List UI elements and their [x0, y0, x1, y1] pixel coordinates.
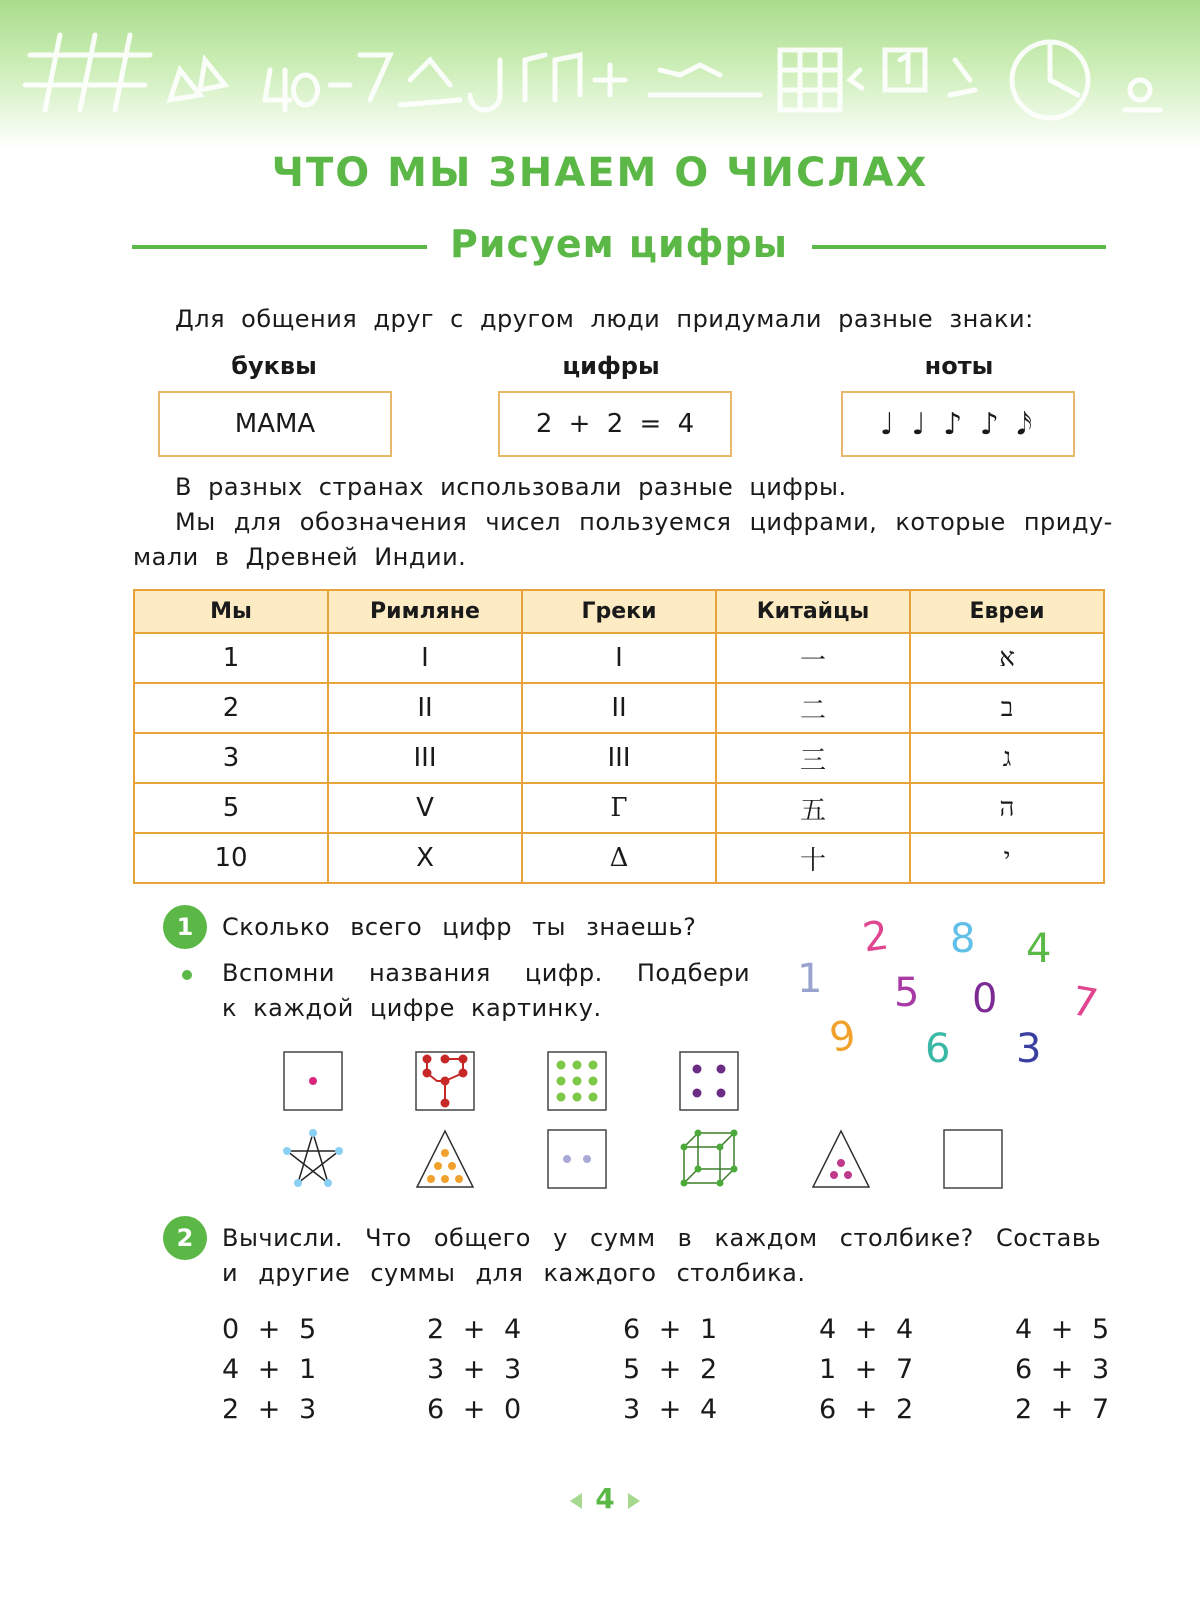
sum-item: 3 + 4 — [623, 1394, 718, 1425]
page-subtitle: Рисуем цифры — [450, 222, 788, 266]
scattered-digit: 8 — [950, 916, 976, 962]
scattered-digit: 7 — [1068, 978, 1102, 1028]
table-header-cell: Китайцы — [716, 590, 910, 633]
subtitle-row — [132, 218, 1106, 274]
table-row — [134, 633, 1104, 683]
table-cell: III — [328, 733, 522, 783]
empty-square-icon[interactable] — [943, 1129, 1003, 1189]
paragraph-countries: В разных странах использовали разные цифры. — [175, 473, 847, 501]
task-number-badge: 2 — [163, 1216, 207, 1260]
scattered-digit: 6 — [925, 1026, 951, 1072]
scattered-digit: 4 — [1026, 926, 1052, 972]
table-cell: ה — [910, 783, 1104, 833]
table-cell: X — [328, 833, 522, 883]
page-number: 4 — [595, 1482, 615, 1515]
scattered-digit: 3 — [1016, 1026, 1042, 1072]
page-title: ЧТО МЫ ЗНАЕМ О ЧИСЛАХ — [271, 150, 929, 196]
sum-item: 2 + 3 — [222, 1394, 317, 1425]
table-header-cell: Греки — [522, 590, 716, 633]
table-row — [134, 833, 1104, 883]
scattered-digit: 1 — [797, 956, 823, 1002]
letters-example-box: МАМА — [158, 391, 392, 457]
prev-page-icon[interactable] — [568, 1491, 584, 1511]
table-cell: 5 — [134, 783, 328, 833]
table-cell: I — [522, 633, 716, 683]
sum-item: 3 + 3 — [427, 1354, 522, 1385]
four-dots-icon[interactable] — [679, 1051, 739, 1111]
doodle-decoration — [0, 0, 1200, 150]
table-cell: II — [328, 683, 522, 733]
sum-item: 1 + 7 — [819, 1354, 914, 1385]
cube-eight-icon[interactable] — [679, 1129, 739, 1189]
table-cell: 1 — [134, 633, 328, 683]
category-label-digits: цифры — [562, 352, 660, 380]
table-header-cell: Евреи — [910, 590, 1104, 633]
table-cell: י — [910, 833, 1104, 883]
sum-item: 6 + 3 — [1015, 1354, 1110, 1385]
task1-question: Сколько всего цифр ты знаешь? — [222, 913, 697, 941]
task2-line2: и другие суммы для каждого столбика. — [222, 1259, 806, 1287]
table-header-row — [134, 590, 1104, 633]
sum-item: 6 + 1 — [623, 1314, 718, 1345]
triangle-three-dots-icon[interactable] — [811, 1129, 871, 1189]
triangle-six-dots-icon[interactable] — [415, 1129, 475, 1189]
table-cell: Δ — [522, 833, 716, 883]
intro-text: Для общения друг с другом люди придумали разные знаки: — [175, 305, 1034, 333]
table-cell: 二 — [716, 683, 910, 733]
seven-dots-path-icon[interactable] — [415, 1051, 475, 1111]
sum-item: 6 + 0 — [427, 1394, 522, 1425]
scattered-digit: 0 — [972, 976, 998, 1022]
task1-bullet-line2: к каждой цифре картинку. — [222, 994, 602, 1022]
task2-line1: Вычисли. Что общего у сумм в каждом столбике? Составь — [222, 1224, 1102, 1252]
two-dots-icon[interactable] — [547, 1129, 607, 1189]
table-cell: 十 — [716, 833, 910, 883]
table-cell: 一 — [716, 633, 910, 683]
sum-item: 4 + 4 — [819, 1314, 914, 1345]
sum-item: 0 + 5 — [222, 1314, 317, 1345]
numerals-table — [133, 589, 1105, 884]
table-cell: III — [522, 733, 716, 783]
page-navigation — [560, 1480, 650, 1520]
digits-example-box: 2 + 2 = 4 — [498, 391, 732, 457]
scattered-digit: 5 — [894, 970, 920, 1016]
table-row — [134, 783, 1104, 833]
table-cell: Г — [522, 783, 716, 833]
table-cell: 三 — [716, 733, 910, 783]
table-row — [134, 733, 1104, 783]
table-cell: 10 — [134, 833, 328, 883]
table-cell: ג — [910, 733, 1104, 783]
scattered-digit: 9 — [826, 1012, 860, 1062]
next-page-icon[interactable] — [626, 1491, 642, 1511]
paragraph-india-line1: Мы для обозначения чисел пользуемся цифрами, которые приду- — [175, 508, 1113, 536]
notes-example-box: ♩ ♩ ♪ ♪ 𝅘𝅥𝅯 — [841, 391, 1075, 457]
sum-item: 4 + 1 — [222, 1354, 317, 1385]
nine-dots-grid-icon[interactable] — [547, 1051, 607, 1111]
table-cell: II — [522, 683, 716, 733]
sum-item: 6 + 2 — [819, 1394, 914, 1425]
paragraph-india-line2: мали в Древней Индии. — [133, 543, 467, 571]
table-cell: 3 — [134, 733, 328, 783]
table-cell: V — [328, 783, 522, 833]
table-header-cell: Римляне — [328, 590, 522, 633]
sum-item: 4 + 5 — [1015, 1314, 1110, 1345]
star-five-icon[interactable] — [283, 1129, 343, 1189]
table-row — [134, 683, 1104, 733]
task1-bullet-line1: Вспомни названия цифр. Подбери — [222, 959, 751, 987]
one-dot-icon[interactable] — [283, 1051, 343, 1111]
table-cell: 2 — [134, 683, 328, 733]
sum-item: 5 + 2 — [623, 1354, 718, 1385]
table-cell: 五 — [716, 783, 910, 833]
category-label-letters: буквы — [231, 352, 317, 380]
bullet-dot — [182, 970, 192, 980]
table-cell: ב — [910, 683, 1104, 733]
table-cell: א — [910, 633, 1104, 683]
category-label-notes: ноты — [924, 352, 994, 380]
sum-item: 2 + 7 — [1015, 1394, 1110, 1425]
table-cell: I — [328, 633, 522, 683]
header-banner — [0, 0, 1200, 150]
table-header-cell: Мы — [134, 590, 328, 633]
task-number-badge: 1 — [163, 905, 207, 949]
scattered-digit: 2 — [859, 912, 892, 962]
sum-item: 2 + 4 — [427, 1314, 522, 1345]
